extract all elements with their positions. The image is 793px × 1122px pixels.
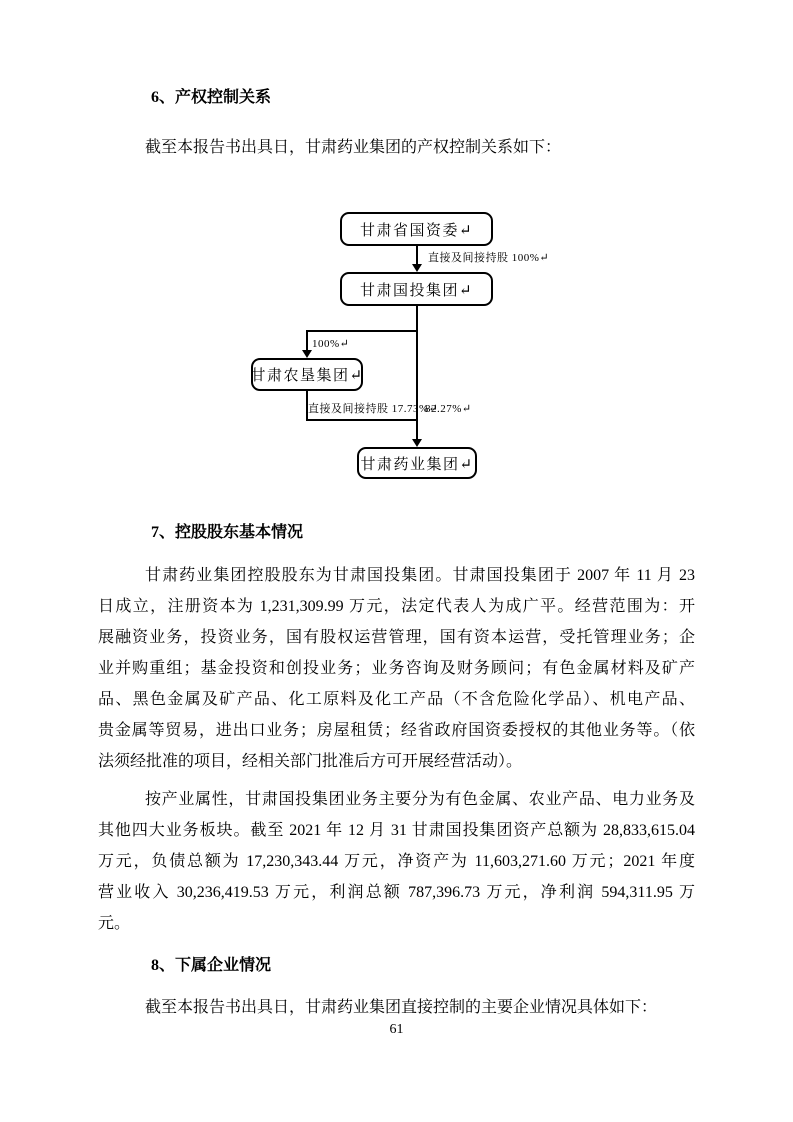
paragraph-line: 业并购重组；基金投资和创投业务；业务咨询及财务顾问；有色金属材料及矿产 [98,660,695,677]
paragraph-line: 贵金属等贸易，进出口业务；房屋租赁；经省政府国资委授权的其他业务等。（依 [98,722,695,739]
edge-label-100: 100%↵ [312,338,350,350]
ownership-structure-diagram [98,212,695,480]
arrow-down-icon [412,439,422,447]
arrow-down-icon [302,350,312,358]
section-8-heading: 8、下属企业情况 [151,957,272,974]
connector-line [306,419,418,421]
connector-line [416,246,418,265]
paragraph-line: 品、黑色金属及矿产品、化工原料及化工产品（不含危险化学品）、机电产品、 [98,691,695,708]
paragraph-line: 日成立，注册资本为 1,231,309.99 万元，法定代表人为成广平。经营范围为：开 [98,598,695,615]
section-7-paragraph-1 [98,560,695,777]
section-6-heading: 6、产权控制关系 [151,89,272,106]
paragraph-line: 按产业属性，甘肃国投集团业务主要分为有色金属、农业产品、电力业务及 [145,791,695,808]
paragraph-line: 元。 [98,915,131,932]
section-7-heading: 7、控股股东基本情况 [151,524,304,541]
arrow-down-icon [412,264,422,272]
paragraph-line: 万元，负债总额为 17,230,343.44 万元，净资产为 11,603,271.60 万元；2021 年度 [98,853,695,870]
paragraph-line: 法须经批准的项目，经相关部门批准后方可开展经营活动）。 [98,753,523,770]
paragraph-line: 展融资业务，投资业务，国有股权运营管理，国有资本运营，受托管理业务；企 [98,629,695,646]
page-number: 61 [389,1022,404,1037]
diagram-node-gansu-nongken-group: 甘肃农垦集团↵ [251,358,363,391]
connector-line [306,330,308,351]
paragraph-line: 其他四大业务板块。截至 2021 年 12 月 31 甘肃国投集团资产总额为 28,833,615.04 [98,822,695,839]
paragraph-line: 营业收入 30,236,419.53 万元，利润总额 787,396.73 万元，净利润 594,311.95 万 [98,884,695,901]
diagram-node-gansu-pharma-group: 甘肃药业集团↵ [357,447,477,479]
connector-line [306,330,418,332]
paragraph-line: 甘肃药业集团控股股东为甘肃国投集团。甘肃国投集团于 2007 年 11 月 23 [145,567,695,584]
edge-label-8227: 82.27%↵ [425,403,472,415]
section-8-intro: 截至本报告书出具日，甘肃药业集团直接控制的主要企业情况具体如下： [145,999,658,1016]
edge-label-direct-indirect-100: 直接及间接持股 100%↵ [428,252,550,264]
diagram-node-gansu-investment-group: 甘肃国投集团↵ [340,272,493,306]
edge-label-direct-indirect-1773: 直接及间接持股 17.73%↵ [308,403,439,415]
diagram-node-gansu-sasac: 甘肃省国资委↵ [340,212,493,246]
section-7-paragraph-2 [98,784,695,939]
section-6-intro: 截至本报告书出具日，甘肃药业集团的产权控制关系如下： [145,139,562,156]
